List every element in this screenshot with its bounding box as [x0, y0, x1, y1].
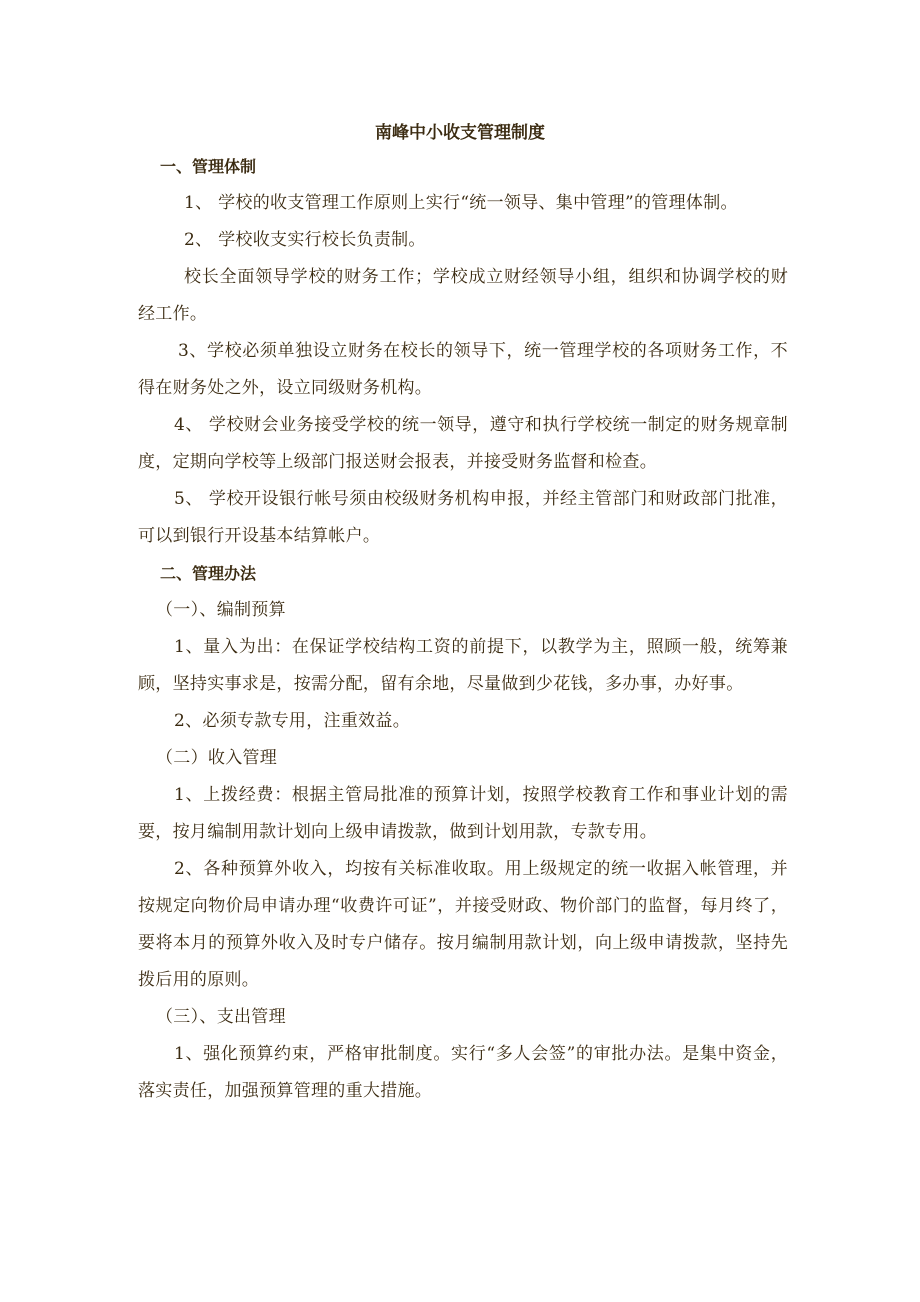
section-heading: 二、管理办法	[160, 564, 257, 583]
document-body	[138, 148, 788, 1110]
paragraph: 校长全面领导学校的财务工作；学校成立财经领导小组，组织和协调学校的财经工作。	[138, 267, 788, 324]
document-title: 南峰中小收支管理制度	[375, 123, 545, 143]
paragraph: 1、强化预算约束，严格审批制度。实行“多人会签”的审批办法。是集中资金，落实责任，加强预算管理的重大措施。	[138, 1044, 788, 1101]
paragraph: 2、 学校收支实行校长负责制。	[184, 230, 426, 250]
paragraph: 1、 学校的收支管理工作原则上实行“统一领导、集中管理”的管理体制。	[184, 193, 738, 213]
paragraph: 4、 学校财会业务接受学校的统一领导，遵守和执行学校统一制定的财务规章制度，定期向学校等上级部门报送财会报表，并接受财务监督和检查。	[138, 415, 788, 472]
paragraph: 5、 学校开设银行帐号须由校级财务机构申报，并经主管部门和财政部门批准，可以到银行开设基本结算帐户。	[138, 489, 788, 546]
section-heading: 一、管理体制	[160, 157, 257, 176]
subsection-heading: （二）收入管理	[156, 748, 278, 768]
paragraph: 2、各种预算外收入，均按有关标准收取。用上级规定的统一收据入帐管理，并按规定向物价局申请办理“收费许可证”，并接受财政、物价部门的监督，每月终了，要将本月的预算外收入及时专户储存。按月编制用款计划，向上级申请拨款，坚持先拨后用的原则。	[138, 859, 788, 990]
subsection-heading: （一）、编制预算	[156, 600, 286, 620]
paragraph: 1、量入为出：在保证学校结构工资的前提下，以教学为主，照顾一般，统筹兼顾，坚持实事求是，按需分配，留有余地，尽量做到少花钱，多办事，办好事。	[138, 637, 788, 694]
paragraph: 3、学校必须单独设立财务在校长的领导下，统一管理学校的各项财务工作，不得在财务处之外，设立同级财务机构。	[138, 341, 788, 398]
subsection-heading: （三）、支出管理	[156, 1007, 286, 1027]
paragraph: 2、必须专款专用，注重效益。	[174, 711, 411, 731]
paragraph: 1、上拨经费：根据主管局批准的预算计划，按照学校教育工作和事业计划的需要，按月编制用款计划向上级申请拨款，做到计划用款，专款专用。	[138, 785, 788, 842]
